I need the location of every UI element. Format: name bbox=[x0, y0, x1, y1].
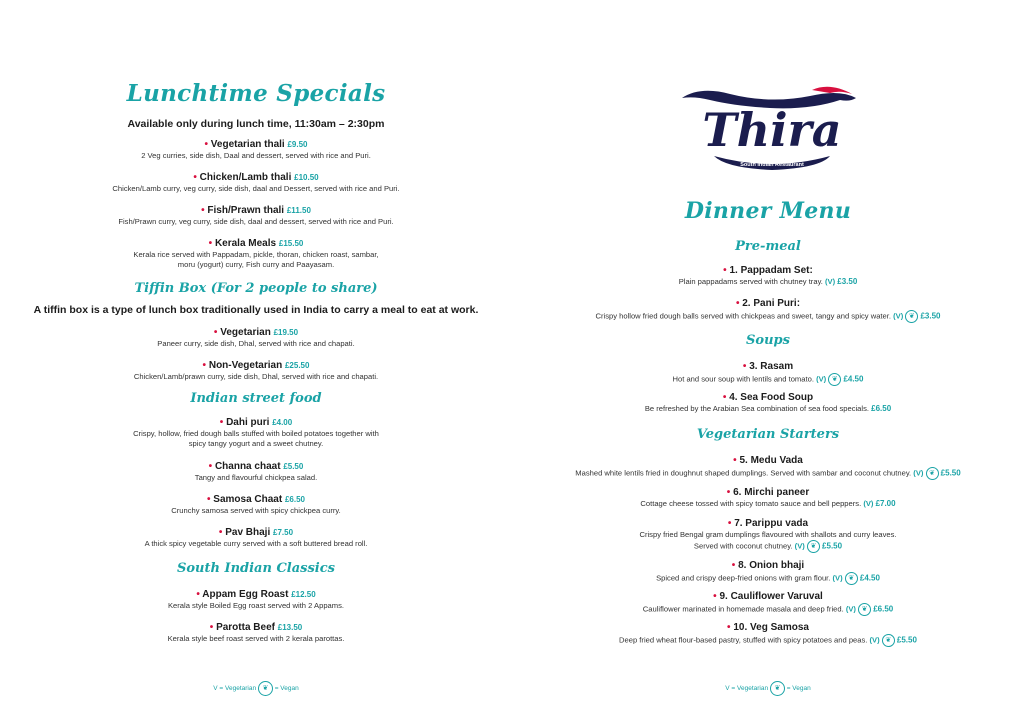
item-name: Kerala Meals bbox=[214, 238, 277, 249]
item-name: 6. Mirchi paneer bbox=[733, 487, 810, 498]
menu-item bbox=[512, 360, 1024, 386]
lunch-title: Lunchtime Specials bbox=[126, 80, 386, 107]
tiffin-heading: Tiffin Box (For 2 people to share) bbox=[134, 281, 378, 296]
bullet: • bbox=[206, 494, 211, 505]
logo-accent-swirl bbox=[812, 87, 852, 94]
bullet: • bbox=[213, 327, 218, 338]
item-desc: Spiced and crispy deep-fried onions with gram flour. bbox=[656, 573, 831, 583]
bullet: • bbox=[723, 265, 727, 276]
item-price: £4.00 bbox=[272, 418, 293, 427]
item-desc: Mashed white lentils fried in doughnut shaped dumplings. Served with sambar and coconut chutney. bbox=[575, 468, 912, 478]
bullet: • bbox=[727, 622, 731, 633]
item-desc: Hot and sour soup with lentils and tomato. bbox=[672, 374, 814, 384]
item-desc: Deep fried wheat flour-based pastry, stuffed with spicy potatoes and peas. bbox=[619, 635, 868, 645]
menu-item bbox=[0, 460, 512, 483]
vegetarian-tag: (V) bbox=[825, 277, 836, 286]
item-name: 8. Onion bhaji bbox=[738, 560, 805, 571]
item-name: Dahi puri bbox=[226, 417, 270, 428]
bullet: • bbox=[713, 591, 717, 602]
leaf-circle-icon: ❦ bbox=[882, 634, 895, 647]
menu-item bbox=[0, 171, 512, 194]
bullet: • bbox=[727, 518, 732, 529]
menu-item bbox=[512, 454, 1024, 480]
item-price: £4.50 bbox=[843, 374, 864, 384]
item-price: £3.50 bbox=[920, 311, 941, 321]
vegetarian-tag: (V) bbox=[893, 311, 904, 321]
menu-item bbox=[0, 326, 512, 349]
item-name: 4. Sea Food Soup bbox=[729, 392, 814, 403]
thira-logo bbox=[680, 84, 860, 174]
item-price: £5.50 bbox=[283, 462, 304, 471]
menu-item bbox=[0, 588, 512, 611]
item-name: Parotta Beef bbox=[216, 622, 275, 633]
menu-item bbox=[0, 526, 512, 549]
item-price: £13.50 bbox=[277, 623, 303, 632]
lunch-intro: Available only during lunch time, 11:30am – 2:30pm bbox=[127, 118, 385, 130]
menu-item bbox=[512, 486, 1024, 509]
menu-item bbox=[512, 517, 1024, 553]
item-desc: Chicken/Lamb/prawn curry, side dish, Dhal, served with rice and chapati. bbox=[133, 372, 379, 381]
item-desc: moru (yogurt) curry, Fish curry and Paayasam. bbox=[177, 260, 335, 270]
item-name: 2. Pani Puri: bbox=[742, 298, 801, 309]
item-desc: 2 Veg curries, side dish, Daal and dessert, served with rice and Puri. bbox=[141, 151, 371, 160]
bullet: • bbox=[196, 589, 200, 600]
item-desc: Served with coconut chutney. bbox=[693, 541, 793, 551]
menu-item bbox=[512, 297, 1024, 323]
bullet: • bbox=[193, 172, 197, 183]
leaf-circle-icon: ❦ bbox=[845, 572, 858, 585]
diet-legend bbox=[512, 681, 1024, 696]
logo-wordmark: Thira bbox=[702, 103, 842, 157]
bullet: • bbox=[201, 205, 205, 216]
item-name: 1. Pappadam Set: bbox=[729, 265, 813, 276]
bullet: • bbox=[731, 560, 736, 571]
item-price: £11.50 bbox=[286, 206, 311, 215]
menu-item bbox=[0, 237, 512, 271]
item-desc: Cottage cheese tossed with spicy tomato sauce and bell peppers. bbox=[640, 499, 862, 508]
item-price: £4.50 bbox=[859, 573, 880, 583]
legend-vegetarian: V = Vegetarian bbox=[725, 685, 769, 693]
item-price: £6.50 bbox=[871, 404, 892, 413]
item-name: 5. Medu Vada bbox=[739, 455, 803, 466]
vegetarian-tag: (V) bbox=[869, 635, 880, 645]
item-name: Fish/Prawn thali bbox=[207, 205, 285, 216]
vegetarian-tag: (V) bbox=[913, 468, 924, 478]
item-name: 3. Rasam bbox=[749, 361, 794, 372]
leaf-circle-icon: ❦ bbox=[926, 467, 939, 480]
bullet: • bbox=[733, 455, 737, 466]
item-desc: Be refreshed by the Arabian Sea combination of sea food specials. bbox=[644, 404, 869, 413]
leaf-circle-icon: ❦ bbox=[258, 681, 273, 696]
item-price: £7.50 bbox=[273, 528, 294, 537]
menu-item bbox=[512, 621, 1024, 647]
dinner-page bbox=[512, 0, 1024, 724]
bullet: • bbox=[204, 139, 208, 150]
item-desc: Paneer curry, side dish, Dhal, served with rice and chapati. bbox=[157, 339, 355, 348]
bullet: • bbox=[208, 461, 213, 472]
item-name: Appam Egg Roast bbox=[202, 589, 289, 600]
item-desc: Tangy and flavourful chickpea salad. bbox=[194, 473, 318, 482]
bullet: • bbox=[722, 392, 727, 403]
item-name: Vegetarian thali bbox=[210, 139, 285, 150]
legend-vegan: = Vegan bbox=[786, 685, 811, 693]
item-name: Pav Bhaji bbox=[225, 527, 271, 538]
item-price: £25.50 bbox=[284, 361, 310, 370]
item-price: £10.50 bbox=[294, 173, 319, 182]
menu-item bbox=[0, 204, 512, 227]
item-price: £19.50 bbox=[273, 328, 299, 337]
classics-heading: South Indian Classics bbox=[177, 561, 335, 576]
menu-item bbox=[0, 138, 512, 161]
item-name: Chicken/Lamb thali bbox=[199, 172, 292, 183]
item-name: Samosa Chaat bbox=[213, 494, 283, 505]
tiffin-intro: A tiffin box is a type of lunch box traditionally used in India to carry a meal to eat at work. bbox=[33, 304, 479, 316]
menu-item bbox=[512, 264, 1024, 287]
item-desc: Plain pappadams served with chutney tray. bbox=[678, 277, 823, 286]
item-price: £5.50 bbox=[940, 468, 961, 478]
item-desc: Kerala style Boiled Egg roast served with 2 Appams. bbox=[167, 601, 344, 610]
bullet: • bbox=[218, 527, 223, 538]
item-name: 7. Parippu vada bbox=[734, 518, 809, 529]
item-price: £9.50 bbox=[287, 140, 308, 149]
bullet: • bbox=[726, 487, 731, 498]
menu-item bbox=[512, 559, 1024, 585]
vegetarian-tag: (V) bbox=[863, 499, 874, 508]
item-price: £15.50 bbox=[278, 239, 304, 248]
item-desc: Chicken/Lamb curry, veg curry, side dish, daal and Dessert, served with rice and Puri. bbox=[112, 184, 400, 193]
item-price: £3.50 bbox=[837, 277, 858, 286]
leaf-circle-icon: ❦ bbox=[905, 310, 918, 323]
leaf-circle-icon: ❦ bbox=[828, 373, 841, 386]
menu-item bbox=[0, 493, 512, 516]
street-food-heading: Indian street food bbox=[190, 391, 322, 406]
vegetarian-tag: (V) bbox=[845, 604, 856, 614]
item-name: Channa chaat bbox=[214, 461, 281, 472]
item-desc: Crispy hollow fried dough balls served with chickpeas and sweet, tangy and spicy water. bbox=[595, 311, 891, 321]
vegetarian-tag: (V) bbox=[816, 374, 827, 384]
menu-item bbox=[0, 416, 512, 450]
item-name: Non-Vegetarian bbox=[208, 360, 283, 371]
leaf-circle-icon: ❦ bbox=[858, 603, 871, 616]
item-desc: Crispy, hollow, fried dough balls stuffed with boiled potatoes together with bbox=[133, 429, 379, 438]
menu-item bbox=[0, 621, 512, 644]
item-price: £12.50 bbox=[291, 590, 316, 599]
menu-item bbox=[512, 590, 1024, 616]
item-desc: A thick spicy vegetable curry served with a soft buttered bread roll. bbox=[144, 539, 368, 548]
bullet: • bbox=[202, 360, 207, 371]
bullet: • bbox=[742, 361, 747, 372]
menu-item bbox=[512, 391, 1024, 414]
item-name: Vegetarian bbox=[220, 327, 271, 338]
item-desc: Kerala style beef roast served with 2 kerala parottas. bbox=[167, 634, 345, 643]
item-desc: Fish/Prawn curry, veg curry, side dish, daal and dessert, served with rice and Puri. bbox=[118, 217, 394, 226]
logo-subtitle: South Indian Restaurant bbox=[740, 162, 804, 168]
item-price: £6.50 bbox=[873, 604, 894, 614]
leaf-circle-icon: ❦ bbox=[807, 540, 820, 553]
item-price: £5.50 bbox=[822, 541, 843, 551]
vegetarian-tag: (V) bbox=[794, 541, 805, 551]
item-desc: spicy tangy yogurt and a sweet chutney. bbox=[188, 439, 324, 449]
bullet: • bbox=[209, 622, 214, 633]
vegetarian-starters-heading: Vegetarian Starters bbox=[696, 427, 840, 442]
leaf-circle-icon: ❦ bbox=[770, 681, 785, 696]
diet-legend bbox=[0, 681, 512, 696]
dinner-title: Dinner Menu bbox=[684, 198, 852, 224]
menu-item bbox=[0, 359, 512, 382]
item-desc: Crispy fried Bengal gram dumplings flavoured with shallots and curry leaves. bbox=[639, 530, 897, 539]
premeal-heading: Pre-meal bbox=[735, 239, 801, 254]
vegetarian-tag: (V) bbox=[832, 573, 843, 583]
bullet: • bbox=[735, 298, 740, 309]
item-name: 9. Cauliflower Varuval bbox=[719, 591, 823, 602]
item-price: £6.50 bbox=[284, 495, 306, 504]
legend-vegan: = Vegan bbox=[274, 685, 299, 693]
item-desc: Kerala rice served with Pappadam, pickle, thoran, chicken roast, sambar, bbox=[133, 250, 379, 259]
item-desc: Cauliflower marinated in homemade masala and deep fried. bbox=[642, 604, 844, 614]
legend-vegetarian: V = Vegetarian bbox=[213, 685, 257, 693]
item-name: 10. Veg Samosa bbox=[733, 622, 809, 633]
item-price: £7.00 bbox=[875, 499, 896, 508]
soups-heading: Soups bbox=[746, 333, 790, 348]
bullet: • bbox=[219, 417, 224, 428]
bullet: • bbox=[208, 238, 213, 249]
item-desc: Crunchy samosa served with spicy chickpea curry. bbox=[171, 506, 341, 515]
item-price: £5.50 bbox=[896, 635, 917, 645]
